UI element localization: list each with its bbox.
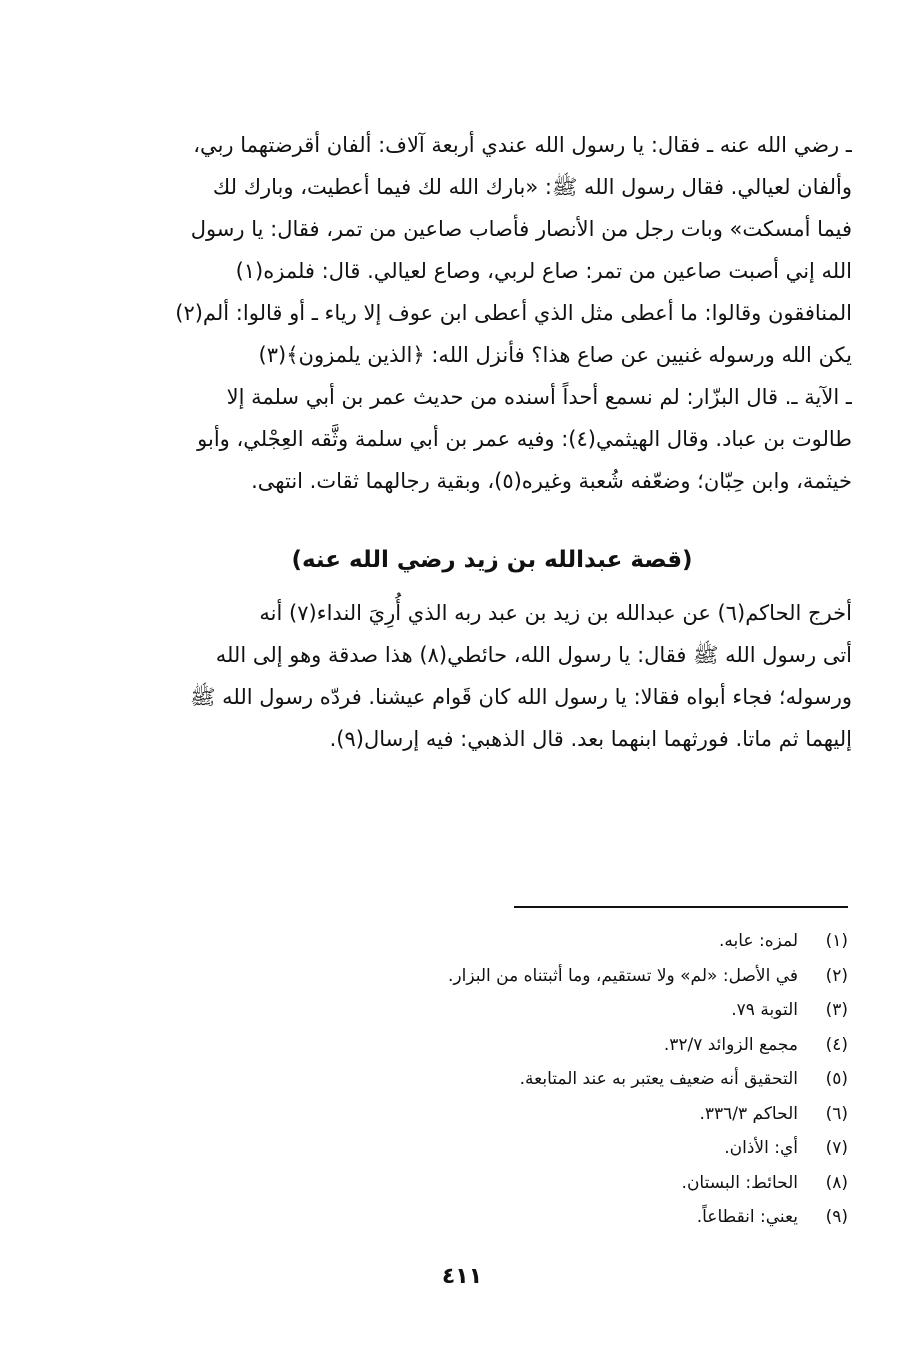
footnote-item [300,959,848,994]
text-line: ورسوله؛ فجاء أبواه فقالا: يا رسول الله كان قَوام عيشنا. فردّه رسول الله ﷺ [190,685,852,709]
footnote-text: لمزه: عابه. [719,931,798,951]
text-line: ـ رضي الله عنه ـ فقال: يا رسول الله عندي أربعة آلاف: ألفان أقرضتهما ربي، [193,133,852,157]
text-line: المنافقون وقالوا: ما أعطى مثل الذي أعطى ابن عوف إلا رياء ـ أو قالوا: ألم(٢) [175,301,852,325]
text-line: فيما أمسكت» وبات رجل من الأنصار فأصاب صاعين من تمر، فقال: يا رسول [190,217,852,241]
main-paragraph [132,124,852,502]
text-line: أخرج الحاكم(٦) عن عبدالله بن زيد بن عبد ربه الذي أُرِيَ النداء(٧) أنه [259,601,852,625]
footnote-text: في الأصل: «لم» ولا تستقيم، وما أثبتناه من البزار. [448,965,798,986]
footnote-number: (٧) [825,1138,848,1158]
text-line: خيثمة، وابن حِبّان؛ وضعّفه شُعبة وغيره(٥)، وبقية رجالهما ثقات. انتهى. [251,469,852,493]
text-line: طالوت بن عباد. وقال الهيثمي(٤): وفيه عمر بن أبي سلمة وثَّقه العِجْلي، وأبو [197,427,852,451]
section-heading: (قصة عبدالله بن زيد رضي الله عنه) [291,547,693,573]
footnote-item [300,993,848,1028]
footnote-text: الحاكم ٣٣٦/٣. [699,1103,798,1124]
footnote-item [300,924,848,959]
text-line: ـ الآية ـ. قال البزّار: لم نسمع أحداً أسنده من حديث عمر بن أبي سلمة إلا [226,385,852,409]
footnote-item [300,1131,848,1166]
footnote-text: مجمع الزوائد ٣٢/٧. [663,1034,798,1055]
footnote-text: الحائط: البستان. [681,1172,798,1193]
text-line: أتى رسول الله ﷺ فقال: يا رسول الله، حائطي(٨) هذا صدقة وهو إلى الله [215,643,852,667]
footnote-item [300,1166,848,1201]
footnote-number: (٦) [825,1103,848,1124]
footnotes-list [300,924,848,1235]
footnote-number: (٤) [825,1034,848,1055]
text-line: وألفان لعيالي. فقال رسول الله ﷺ: «بارك الله لك فيما أعطيت، وبارك لك [212,175,852,199]
footnote-text: التحقيق أنه ضعيف يعتبر به عند المتابعة. [519,1069,798,1089]
page-number: ٤١١ [441,1264,483,1289]
section-paragraph [132,592,852,760]
footnote-item [300,1062,848,1097]
footnote-number: (٨) [825,1172,848,1193]
text-line: يكن الله ورسوله غنيين عن صاع هذا؟ فأنزل الله: ﴿الذين يلمزون﴾(٣) [258,343,852,367]
footnote-item [300,1200,848,1235]
footnote-item [300,1028,848,1063]
footnote-number: (٣) [825,1000,848,1020]
text-line: إليهما ثم ماتا. فورثهما ابنهما بعد. قال الذهبي: فيه إرسال(٩). [329,727,852,751]
footnote-number: (٢) [825,965,848,986]
footnote-number: (٥) [825,1069,848,1089]
footnote-text: التوبة ٧٩. [731,1000,798,1020]
footnote-item [300,1097,848,1132]
footnote-text: يعني: انقطاعاً. [696,1207,798,1227]
footnote-text: أي: الأذان. [724,1138,798,1158]
footnote-number: (٩) [825,1207,848,1227]
footnote-number: (١) [825,931,848,951]
text-line: الله إني أصبت صاعين من تمر: صاع لربي، وصاع لعيالي. قال: فلمزه(١) [235,259,852,283]
footnote-separator [514,906,848,908]
